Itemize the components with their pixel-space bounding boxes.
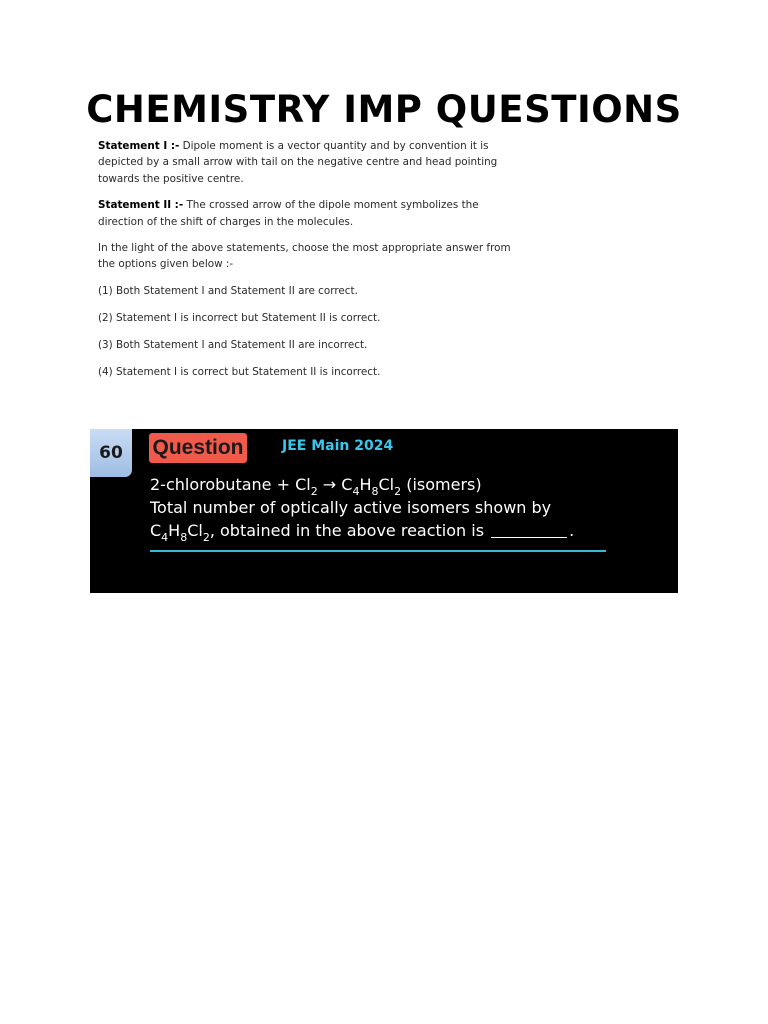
isomers-note: (isomers) — [401, 475, 482, 494]
statement-1-label: Statement I :- — [98, 140, 180, 152]
option-2: (2) Statement I is incorrect but Statement II is correct. — [98, 311, 381, 324]
subscript: 2 — [394, 485, 402, 498]
statement-2-label: Statement II :- — [98, 199, 184, 212]
reaction-arrow: → C — [317, 475, 353, 494]
question-60-text — [150, 473, 670, 542]
answer-blank — [491, 537, 567, 538]
question-number-badge: 60 — [90, 429, 132, 477]
question-line-3-text: , obtained in the above reaction is — [209, 521, 485, 540]
exam-label: JEE Main 2024 — [282, 438, 394, 454]
reaction-line — [150, 473, 670, 496]
underline-bar — [150, 550, 606, 552]
subscript: 8 — [371, 485, 379, 498]
question-line-3 — [150, 519, 670, 542]
product-cl: Cl — [378, 475, 395, 494]
page-title: CHEMISTRY IMP QUESTIONS — [86, 88, 682, 131]
question-tag: Question — [149, 433, 247, 463]
formula-cl: Cl — [187, 521, 203, 540]
reactant-text: 2-chlorobutane + Cl — [150, 475, 311, 494]
subscript: 2 — [202, 531, 210, 544]
formula-c: C — [150, 521, 162, 540]
subscript: 2 — [310, 485, 318, 498]
statement-1 — [98, 138, 518, 187]
question-line-2: Total number of optically active isomers shown by — [150, 498, 552, 517]
option-3: (3) Both Statement I and Statement II are incorrect. — [98, 338, 368, 351]
option-1: (1) Both Statement I and Statement II are correct. — [98, 284, 358, 297]
question-1 — [98, 138, 518, 390]
subscript: 4 — [352, 485, 360, 498]
question-60-frame — [90, 429, 678, 593]
subscript: 4 — [161, 531, 169, 544]
subscript: 8 — [180, 531, 188, 544]
statement-2-text: The crossed arrow of the dipole moment symbolizes the direction of the shift of charges in the molecules. — [98, 199, 479, 228]
option-4: (4) Statement I is correct but Statement II is incorrect. — [98, 365, 381, 378]
period: . — [569, 521, 575, 540]
formula-h: H — [168, 521, 181, 540]
instruction-text: In the light of the above statements, choose the most appropriate answer from the options given below :- — [98, 242, 511, 271]
statement-2 — [98, 197, 518, 230]
product-h: H — [359, 475, 372, 494]
statement-1-text: Dipole moment is a vector quantity and by convention it is depicted by a small arrow with tail on the negative centre and head pointing towards the positive centre. — [98, 140, 498, 185]
